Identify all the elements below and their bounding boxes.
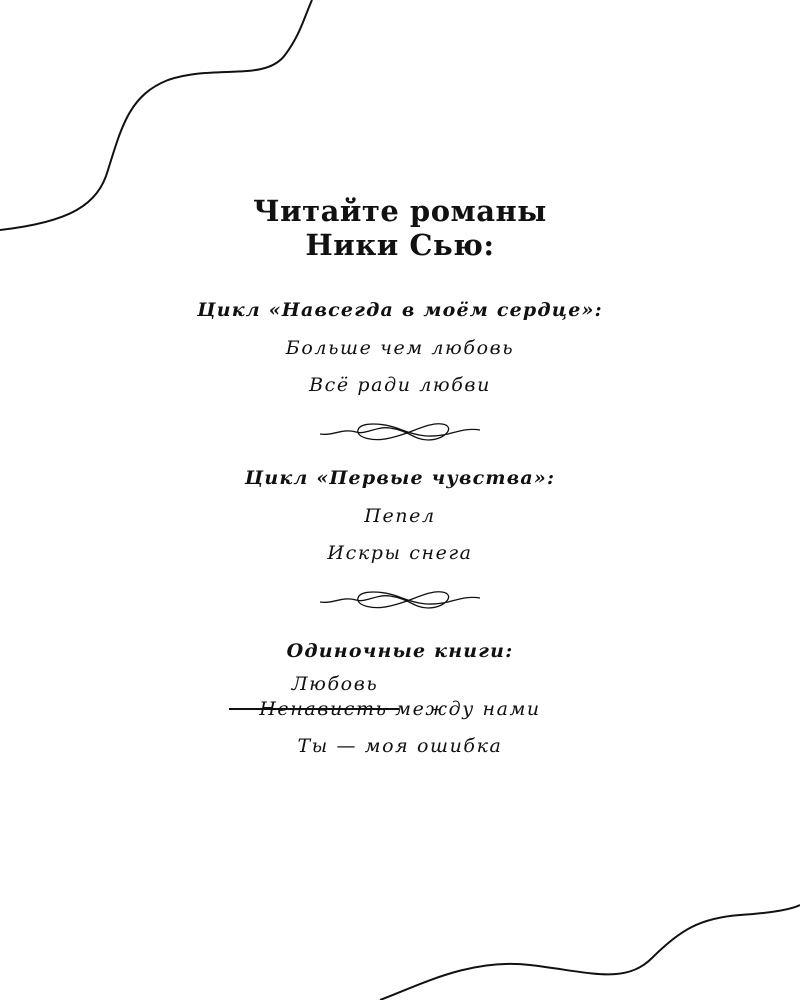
section-heading: Цикл «Первые чувства»: — [244, 467, 556, 489]
struck-text: Ненависть — [259, 698, 388, 720]
book-title: Больше чем любовь — [285, 337, 515, 359]
section-heading: Цикл «Навсегда в моём сердце»: — [197, 299, 603, 321]
page-title-line-1: Читайте романы — [253, 194, 547, 228]
book-title: Пепел — [364, 505, 436, 527]
book-title: Ты — моя ошибка — [297, 735, 503, 757]
struck-word — [259, 697, 387, 721]
book-title-line — [0, 697, 800, 721]
strikethrough-line — [229, 708, 399, 710]
book-title-continuation: между нами — [395, 698, 541, 720]
page-title-line-2: Ники Сью: — [305, 228, 495, 262]
infinity-flourish-icon — [318, 588, 482, 612]
infinity-flourish-icon — [318, 420, 482, 444]
book-title: Всё ради любви — [309, 374, 491, 396]
book-title: Искры снега — [327, 542, 473, 564]
book-title: Любовь — [291, 673, 379, 695]
section-heading: Одиночные книги: — [286, 640, 514, 662]
bottom-right-wave-icon — [380, 905, 800, 1000]
